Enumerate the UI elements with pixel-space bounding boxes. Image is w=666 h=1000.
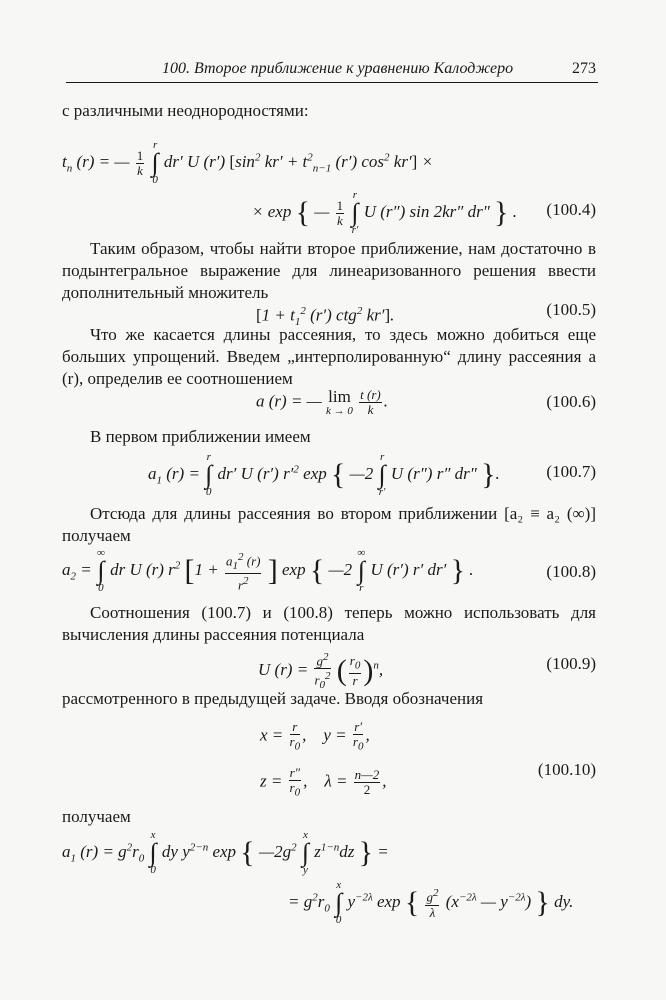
fraction: $\frac{r''}{r_0}$ [289,765,301,799]
paragraph-6: Соотношения (100.7) и (100.8) теперь можно использовать для вычисления длины рассеяния потенциала [62,603,596,644]
fraction: $\frac{r}{r_0}$ [289,719,301,753]
integral-sign: ∞ ∫ r [357,547,366,594]
equation-100-6: a (r) = — lim k → 0 $\frac{t (r)}{k}$ . [256,387,389,417]
equation-final-line-1: $a_1$ $(r) = g^2r_0$ x ∫ 0 dy $y^{2-n}$ exp { $—2g^2$ x ∫ y $z^{1-n}dz$ } = [62,829,389,876]
paragraph-2: Таким образом, чтобы найти второе приближение, нам достаточно в подынтегральное выражение для линеаризованного решения ввести дополнительный множитель [62,239,596,302]
integral-sign: r ∫ r′ [378,451,386,498]
fraction: $\frac{t (r)}{k}$ [360,387,381,417]
equation-number-100-7: (100.7) [546,462,596,481]
fraction: $\frac{r_0}{r}$ [349,653,361,688]
fraction: $\frac{a_1^2 (r)}{r^2}$ [226,550,261,593]
equation-100-4-line-2: × exp { — $\frac{1}{k}$ r ∫ r′ U (r″) sin 2kr″ dr″ } . [252,189,517,236]
fraction: $\frac{g^2}{\lambda}$ [426,887,439,920]
fraction: $\frac{1}{k}$ [136,147,144,178]
integral-sign: r ∫ r′ [351,189,359,236]
equation-100-8: $a_2$ = ∞ ∫ 0 dr U (r) $r^2$ [1 + $\frac{a_1^2 (r)}{r^2}$ ] exp { —2 ∞ ∫ r U (r′) r′ dr′ } . [62,547,474,594]
equation-number-100-9: (100.9) [546,654,596,673]
equation-100-10-line-1: x = $\frac{r}{r_0}$ , y = $\frac{r'}{r_0}$ , [260,719,370,753]
paragraph-8: получаем [62,807,131,826]
paragraph-4: В первом приближении имеем [90,427,311,446]
paragraph-5: Отсюда для длины рассеяния во втором приближении [a₂ ≡ a₂ (∞)] получаем [62,504,596,545]
running-header [66,58,598,83]
fraction: $\frac{g^2}{r_0^2}$ [314,651,331,692]
equation-100-10-line-2: z = $\frac{r''}{r_0}$ , λ = $\frac{n—2}{2}$ , [260,765,387,799]
equation-100-4-line-1: $t_n$ (r) = — $\frac{1}{k}$ r ∫ 0 dr′ U (r′) [$\sin^2$ $kr' + t^2_{n-1}$ (r′) $\cos^2 kr'$] × [62,139,434,186]
integral-sign: x ∫ y [301,829,309,876]
fraction: $\frac{1}{k}$ [336,197,344,228]
paragraph-3: Что же касается длины рассеяния, то здесь можно добиться еще больших упрощений. Введем „интерполированную“ длину рассеяния a (r), определив ее соотношением [62,325,596,388]
integral-sign: x ∫ 0 [149,829,157,876]
fraction: $\frac{n—2}{2}$ [354,767,380,798]
equation-number-100-4: (100.4) [546,200,596,219]
equation-number-100-5: (100.5) [546,300,596,319]
equation-100-7: $a_1$ (r) = r ∫ 0 dr′ U (r′) $r'^2$ exp { —2 r ∫ r′ U (r″) r″ dr″ }. [148,451,500,498]
header-title: 100. Второе приближение к уравнению Калоджеро [162,60,514,77]
limit-operator: lim k → 0 [326,387,353,417]
integral-sign: r ∫ 0 [205,451,213,498]
equation-100-5: [$1 + t_1^2$ (r′) ctg$^2$ kr′]. [256,305,395,329]
fraction: $\frac{r'}{r_0}$ [352,719,364,753]
equation-number-100-10: (100.10) [537,760,596,779]
page-number: 273 [572,60,596,77]
integral-sign: x ∫ 0 [335,879,343,926]
equation-number-100-8: (100.8) [546,562,596,581]
equation-final-line-2: = $g^2r_0$ x ∫ 0 $y^{-2\lambda}$ exp { $\frac{g^2}{\lambda}$ ($x^{-2\lambda}$ — $y^{-2\lambda}$) } dy. [288,879,574,926]
integral-sign: ∞ ∫ 0 [96,547,105,594]
equation-number-100-6: (100.6) [546,392,596,411]
paragraph-7: рассмотренного в предыдущей задаче. Вводя обозначения [62,689,484,708]
paragraph-1: с различными неоднородностями: [62,101,309,120]
integral-sign: r ∫ 0 [151,139,159,186]
equation-100-9: U (r) = $\frac{g^2}{r_0^2}$ ( $\frac{r_0}{r}$ )$^n$, [258,651,384,692]
